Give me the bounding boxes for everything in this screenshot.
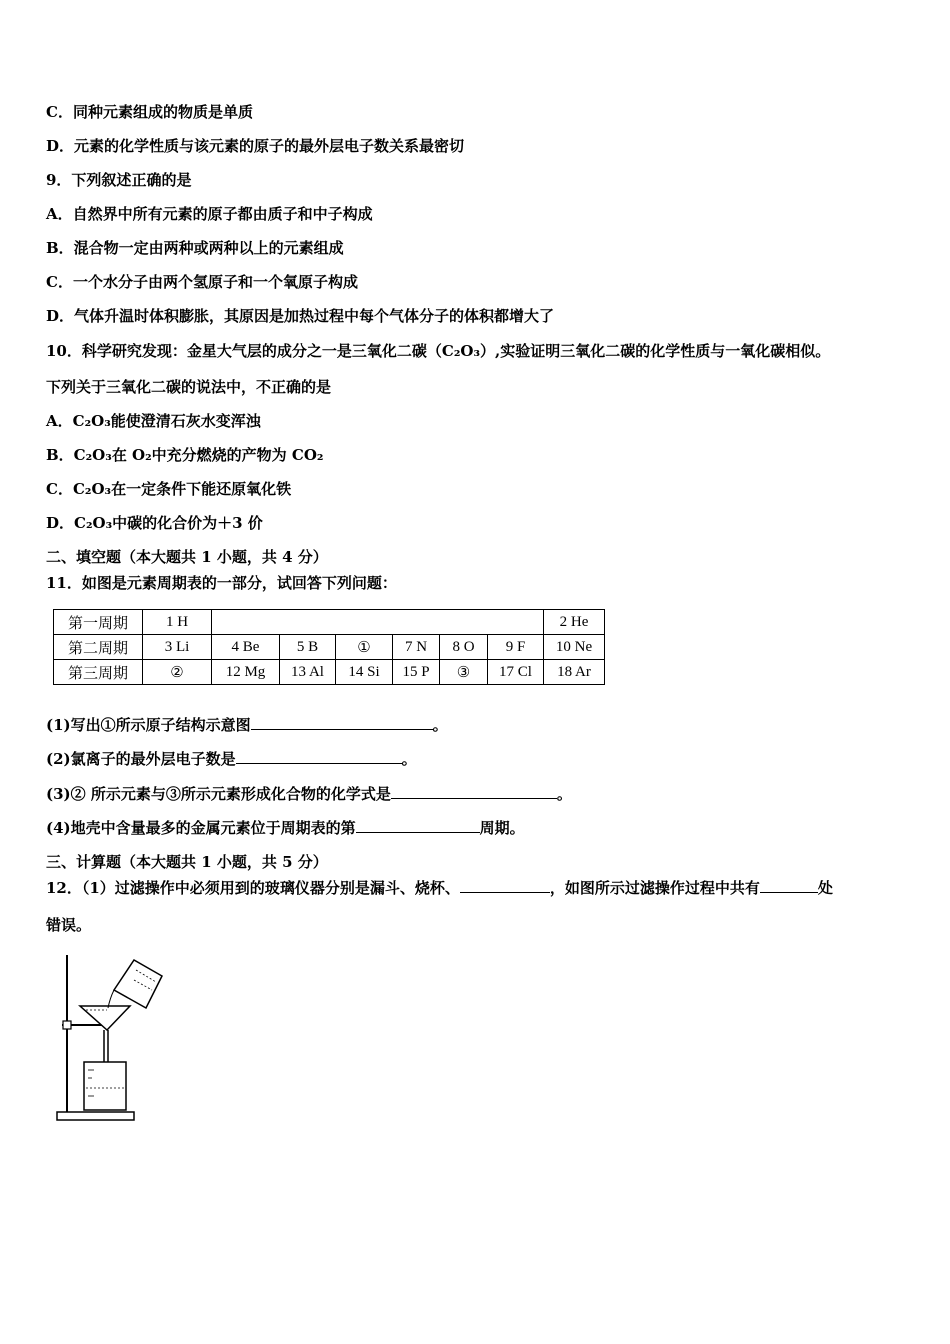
element-cell: 18 Ar: [544, 660, 605, 685]
element-cell: 4 Be: [212, 635, 280, 660]
element-cell: 13 Al: [280, 660, 336, 685]
element-cell: 8 O: [440, 635, 488, 660]
element-cell: ②: [143, 660, 212, 685]
q11-part2: [46, 749, 417, 769]
answer-blank[interactable]: [460, 878, 550, 893]
q10-option-c: C．C₂O₃在一定条件下能还原氧化铁: [46, 480, 292, 498]
filtration-apparatus-figure: [52, 950, 167, 1129]
q9-option-c: C．一个水分子由两个氢原子和一个氧原子构成: [46, 273, 358, 291]
q12-text-b: ，如图所示过滤操作过程中共有: [549, 879, 760, 897]
element-cell: 7 N: [393, 635, 440, 660]
q10-option-b: B．C₂O₃在 O₂中充分燃烧的产物为 CO₂: [46, 446, 324, 464]
q9-option-d: D．气体升温时体积膨胀，其原因是加热过程中每个气体分子的体积都增大了: [46, 307, 555, 325]
q10-option-d: D．C₂O₃中碳的化合价为＋3 价: [46, 514, 263, 532]
q11-part2-text: (2)氯离子的最外层电子数是: [46, 750, 236, 768]
q12-line1: [46, 878, 833, 898]
q12-line2: 错误。: [46, 916, 92, 934]
q11-part3-end: 。: [556, 785, 572, 803]
period-label: 第二周期: [54, 635, 143, 660]
q8-option-d: D．元素的化学性质与该元素的原子的最外层电子数关系最密切: [46, 137, 465, 155]
element-cell: 17 Cl: [488, 660, 544, 685]
table-gap: [212, 610, 544, 635]
q11-stem: 11．如图是元素周期表的一部分，试回答下列问题：: [46, 574, 397, 592]
table-row: [54, 660, 605, 685]
q10-option-a: A．C₂O₃能使澄清石灰水变浑浊: [46, 412, 261, 430]
q11-part1: [46, 715, 448, 735]
period-label: 第三周期: [54, 660, 143, 685]
element-cell: ①: [336, 635, 393, 660]
q11-part1-text: (1)写出①所示原子结构示意图: [46, 716, 251, 734]
q8-option-c: C．同种元素组成的物质是单质: [46, 103, 253, 121]
q12-text-a: 12．（1）过滤操作中必须用到的玻璃仪器分别是漏斗、烧杯、: [46, 879, 460, 897]
q11-part1-end: 。: [432, 716, 448, 734]
section-calc-heading: 三、计算题（本大题共 1 小题，共 5 分）: [46, 853, 328, 871]
q11-part4: [46, 818, 525, 838]
q10-stem-line1: 10．科学研究发现：金星大气层的成分之一是三氧化二碳（C₂O₃）,实验证明三氧化二碳的化学性质与一氧化碳相似。: [46, 342, 831, 360]
element-cell: 1 H: [143, 610, 212, 635]
element-cell: 2 He: [544, 610, 605, 635]
table-row: [54, 610, 605, 635]
element-cell: 14 Si: [336, 660, 393, 685]
element-cell: 9 F: [488, 635, 544, 660]
q10-stem-line2: 下列关于三氧化二碳的说法中，不正确的是: [46, 378, 332, 396]
q11-part4-end: 周期。: [479, 819, 525, 837]
element-cell: ③: [440, 660, 488, 685]
q11-part3-text: (3)② 所示元素与③所示元素形成化合物的化学式是: [46, 785, 391, 803]
section-fill-in-heading: 二、填空题（本大题共 1 小题，共 4 分）: [46, 548, 328, 566]
q9-option-a: A．自然界中所有元素的原子都由质子和中子构成: [46, 205, 373, 223]
element-cell: 10 Ne: [544, 635, 605, 660]
q9-stem: 9．下列叙述正确的是: [46, 171, 192, 189]
element-cell: 15 P: [393, 660, 440, 685]
q11-part2-end: 。: [401, 750, 417, 768]
filtration-diagram: [52, 950, 167, 1125]
q9-option-b: B．混合物一定由两种或两种以上的元素组成: [46, 239, 344, 257]
q11-part4-text: (4)地壳中含量最多的金属元素位于周期表的第: [46, 819, 356, 837]
answer-blank[interactable]: [236, 749, 402, 764]
answer-blank[interactable]: [251, 715, 433, 730]
answer-blank[interactable]: [760, 878, 818, 893]
q11-part3: [46, 784, 572, 804]
period-label: 第一周期: [54, 610, 143, 635]
q12-text-c: 处: [817, 879, 833, 897]
element-cell: 12 Mg: [212, 660, 280, 685]
answer-blank[interactable]: [391, 784, 557, 799]
table-row: [54, 635, 605, 660]
periodic-table: [53, 609, 605, 685]
element-cell: 5 B: [280, 635, 336, 660]
element-cell: 3 Li: [143, 635, 212, 660]
answer-blank[interactable]: [356, 818, 480, 833]
